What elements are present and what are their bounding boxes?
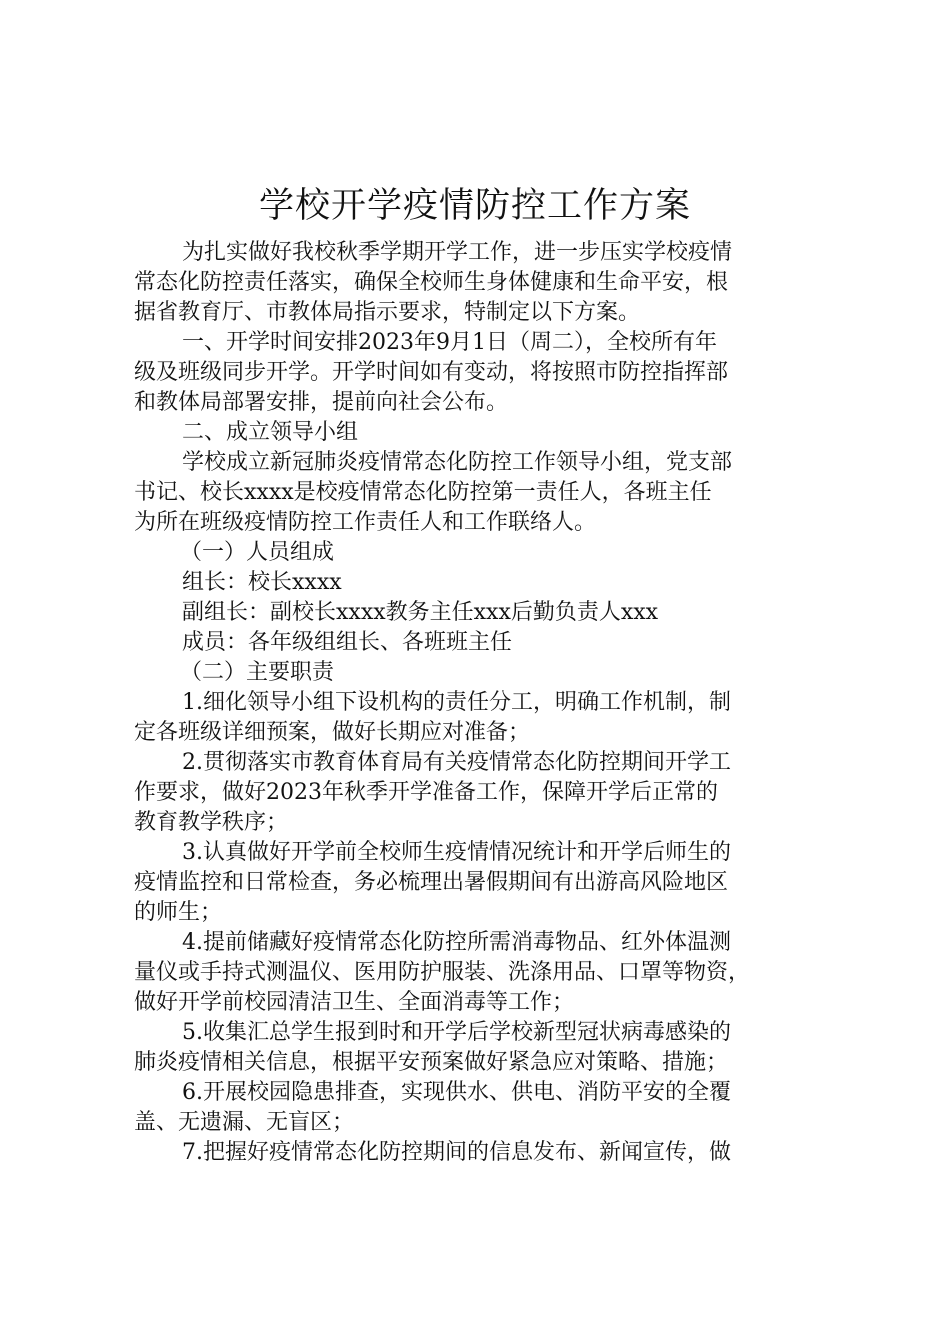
paragraph-line: 和教体局部署安排，提前向社会公布。	[134, 390, 509, 415]
duty-item: 做好开学前校园清洁卫生、全面消毒等工作；	[134, 990, 575, 1015]
member-line: 副组长：副校长xxxx教务主任xxx后勤负责人xxx	[182, 600, 659, 625]
member-line: 成员：各年级组组长、各班班主任	[182, 630, 513, 655]
duty-item: 2.贯彻落实市教育体育局有关疫情常态化防控期间开学工	[182, 750, 731, 775]
paragraph-line: 为扎实做好我校秋季学期开学工作，进一步压实学校疫情	[182, 240, 733, 265]
duty-item: 的师生；	[134, 900, 223, 925]
paragraph-line: 书记、校长xxxx是校疫情常态化防控第一责任人，各班主任	[134, 480, 712, 505]
section-heading: 二、成立领导小组	[182, 420, 359, 445]
paragraph-line: 常态化防控责任落实，确保全校师生身体健康和生命平安，根	[134, 270, 729, 295]
duty-item: 教育教学秩序；	[134, 810, 289, 835]
paragraph-line: 一、开学时间安排2023年9月1日（周二），全校所有年	[182, 330, 717, 355]
subsection-heading: （一）人员组成	[180, 540, 335, 565]
duty-item: 1.细化领导小组下设机构的责任分工，明确工作机制，制	[182, 690, 731, 715]
paragraph-line: 据省教育厅、市教体局指示要求，特制定以下方案。	[134, 300, 641, 325]
document-body	[134, 238, 834, 1168]
subsection-heading: （二）主要职责	[180, 660, 335, 685]
document-title: 学校开学疫情防控工作方案	[258, 186, 691, 226]
paragraph-line: 为所在班级疫情防控工作责任人和工作联络人。	[134, 510, 597, 535]
duty-item: 疫情监控和日常检查，务必梳理出暑假期间有出游高风险地区	[134, 870, 729, 895]
duty-item: 肺炎疫情相关信息，根据平安预案做好紧急应对策略、措施；	[134, 1050, 729, 1075]
duty-item: 量仪或手持式测温仪、医用防护服装、洗涤用品、口罩等物资，	[134, 960, 751, 985]
paragraph-line: 学校成立新冠肺炎疫情常态化防控工作领导小组，党支部	[182, 450, 733, 475]
paragraph-line: 级及班级同步开学。开学时间如有变动，将按照市防控指挥部	[134, 360, 729, 385]
duty-item: 7.把握好疫情常态化防控期间的信息发布、新闻宣传，做	[182, 1140, 731, 1165]
member-line: 组长：校长xxxx	[182, 570, 342, 595]
duty-item: 6.开展校园隐患排查，实现供水、供电、消防平安的全覆	[182, 1080, 731, 1105]
duty-item: 盖、无遗漏、无盲区；	[134, 1110, 355, 1135]
duty-item: 4.提前储藏好疫情常态化防控所需消毒物品、红外体温测	[182, 930, 731, 955]
duty-item: 3.认真做好开学前全校师生疫情情况统计和开学后师生的	[182, 840, 731, 865]
duty-item: 定各班级详细预案，做好长期应对准备；	[134, 720, 531, 745]
duty-item: 5.收集汇总学生报到时和开学后学校新型冠状病毒感染的	[182, 1020, 731, 1045]
duty-item: 作要求，做好2023年秋季开学准备工作，保障开学后正常的	[134, 780, 718, 805]
